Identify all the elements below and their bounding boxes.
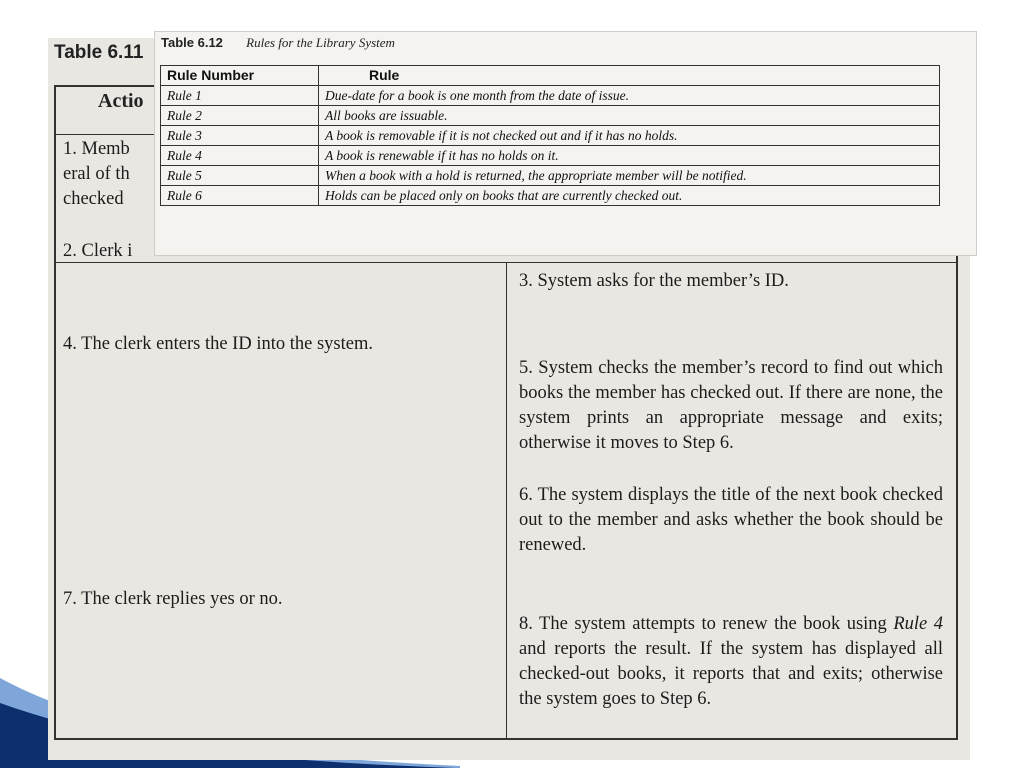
rule-text-cell: When a book with a hold is returned, the appropriate member will be notified. (319, 166, 940, 186)
step-3-text: 3. System asks for the member’s ID. (519, 271, 789, 291)
table-6-12-caption (161, 35, 395, 51)
rule-text-cell: A book is removable if it is not checked out and if it has no holds. (319, 126, 940, 146)
rule-number-cell: Rule 4 (161, 146, 319, 166)
step-6-text: 6. The system displays the title of the next book checked out to the member and asks whether the book should be renewed. (519, 485, 943, 555)
step-7-text: 7. The clerk replies yes or no. (63, 589, 283, 609)
column-header-rule-number: Rule Number (161, 66, 319, 86)
step-8-text: 8. The system attempts to renew the book using Rule 4 and reports the result. If the system has displayed all checked-out books, it reports that and exits; otherwise the system goes to Step 6. (519, 614, 943, 709)
rule-text-cell: Due-date for a book is one month from the date of issue. (319, 86, 940, 106)
rule-text-cell: Holds can be placed only on books that are currently checked out. (319, 186, 940, 206)
rule-number-cell: Rule 3 (161, 126, 319, 146)
step-5-text: 5. System checks the member’s record to find out which books the member has checked out. If there are none, the system prints an appropriate message and exits; otherwise it moves to Step 6. (519, 358, 943, 453)
table-row (161, 126, 940, 146)
step-1-fragment: 1. Memb eral of th checked (63, 139, 130, 209)
rules-table (160, 65, 940, 206)
table-row (161, 166, 940, 186)
column-header-rule: Rule (319, 66, 940, 86)
rules-table-header-row (161, 66, 940, 86)
actions-header-fragment: Actio (98, 90, 144, 112)
table-row (161, 106, 940, 126)
table-row (161, 186, 940, 206)
rule-number-cell: Rule 5 (161, 166, 319, 186)
rule-text-cell: A book is renewable if it has no holds on it. (319, 146, 940, 166)
step-2-fragment: 2. Clerk i (63, 241, 133, 261)
table-row (161, 86, 940, 106)
rule-number-cell: Rule 1 (161, 86, 319, 106)
column-divider (506, 262, 507, 738)
scanned-table-6-12 (155, 32, 976, 255)
rule-number-cell: Rule 6 (161, 186, 319, 206)
table-row (161, 146, 940, 166)
table-6-12-number: Table 6.12 (161, 35, 223, 50)
rule-text-cell: All books are issuable. (319, 106, 940, 126)
table-6-11-caption: Table 6.11 (54, 42, 144, 63)
table-6-12-title: Rules for the Library System (246, 35, 395, 50)
step-4-text: 4. The clerk enters the ID into the system. (63, 334, 373, 354)
rule-number-cell: Rule 2 (161, 106, 319, 126)
